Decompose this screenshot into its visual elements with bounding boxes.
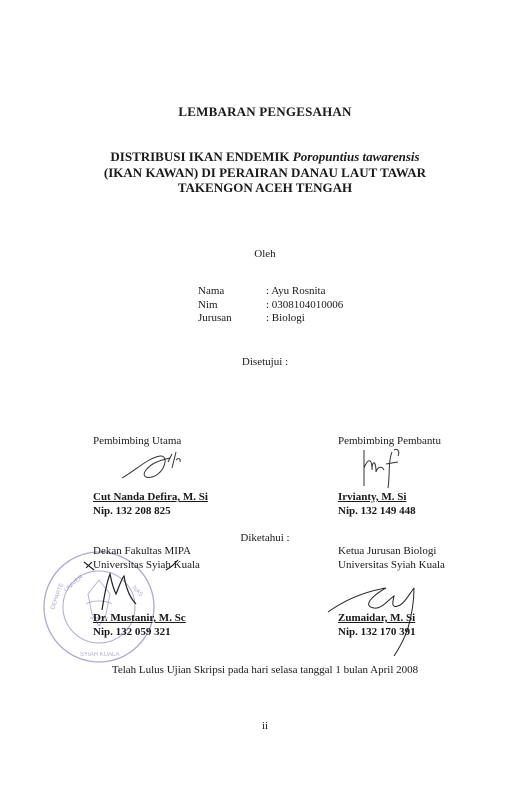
advisor-assist-nip: Nip. 132 149 448 <box>338 504 416 517</box>
dean-signature <box>80 558 190 614</box>
student-nim-value: : 0308104010006 <box>266 298 344 311</box>
advisor-assist-role: Pembimbing Pembantu <box>338 435 441 447</box>
advisor-main-role: Pembimbing Utama <box>93 435 182 447</box>
svg-text:NAS: NAS <box>130 585 144 599</box>
acknowledged-label: Diketahui : <box>240 532 290 544</box>
dept-head-role-line2: Universitas Syiah Kuala <box>338 558 445 571</box>
student-nim-label: Nim <box>198 298 218 311</box>
dean-info <box>93 612 186 639</box>
dean-nip: Nip. 132 059 321 <box>93 625 171 638</box>
student-dept-label: Jurusan <box>198 312 232 324</box>
approved-label: Disetujui : <box>241 356 289 368</box>
student-nim-row <box>198 299 343 313</box>
thesis-title-prefix: DISTRIBUSI IKAN ENDEMIK <box>110 149 293 164</box>
page-number: ii <box>261 720 269 732</box>
student-info <box>198 285 343 326</box>
dept-head-role-line1: Ketua Jurusan Biologi <box>338 545 437 557</box>
svg-text:UNIVER: UNIVER <box>63 574 85 594</box>
dept-head-role <box>338 545 445 572</box>
species-name: Poropuntius tawarensis <box>292 149 420 164</box>
advisor-main-signature <box>118 448 188 488</box>
advisor-main-nip: Nip. 132 208 825 <box>93 504 171 517</box>
thesis-title <box>0 149 530 196</box>
dean-name: Dr. Mustanir, M. Sc <box>93 612 186 624</box>
advisor-main-name: Cut Nanda Defira, M. Si <box>93 491 208 503</box>
student-dept-value: : Biologi <box>266 312 305 324</box>
svg-text:DEPARTE: DEPARTE <box>50 582 66 611</box>
advisor-assist-signature <box>358 446 408 492</box>
advisor-main-info <box>93 491 208 518</box>
advisor-assist-name: Irvianty, M. Si <box>338 491 407 503</box>
thesis-title-line1 <box>0 149 530 165</box>
student-name-label: Nama <box>198 285 225 297</box>
advisor-assist-info <box>338 491 416 518</box>
page-title: LEMBARAN PENGESAHAN <box>178 104 352 119</box>
student-name-row <box>198 285 343 299</box>
exam-passed-statement: Telah Lulus Ujian Skripsi pada hari selasa tanggal 1 bulan April 2008 <box>111 664 419 676</box>
thesis-title-line3: TAKENGON ACEH TENGAH <box>177 180 353 195</box>
dean-role-line2: Universitas Syiah Kuala <box>93 558 200 571</box>
dept-head-nip: Nip. 132 170 391 <box>338 625 416 638</box>
by-label: Oleh <box>254 248 276 260</box>
student-dept-row <box>198 312 343 326</box>
dept-head-name: Zumaidar, M. Si <box>338 612 416 624</box>
student-name-value: : Ayu Rosnita <box>266 285 326 297</box>
dept-head-info <box>338 612 416 639</box>
svg-text:SYIAH KUALA: SYIAH KUALA <box>80 652 120 658</box>
dean-role-line1: Dekan Fakultas MIPA <box>93 545 191 557</box>
thesis-title-line2: (IKAN KAWAN) DI PERAIRAN DANAU LAUT TAWAR <box>103 164 427 180</box>
